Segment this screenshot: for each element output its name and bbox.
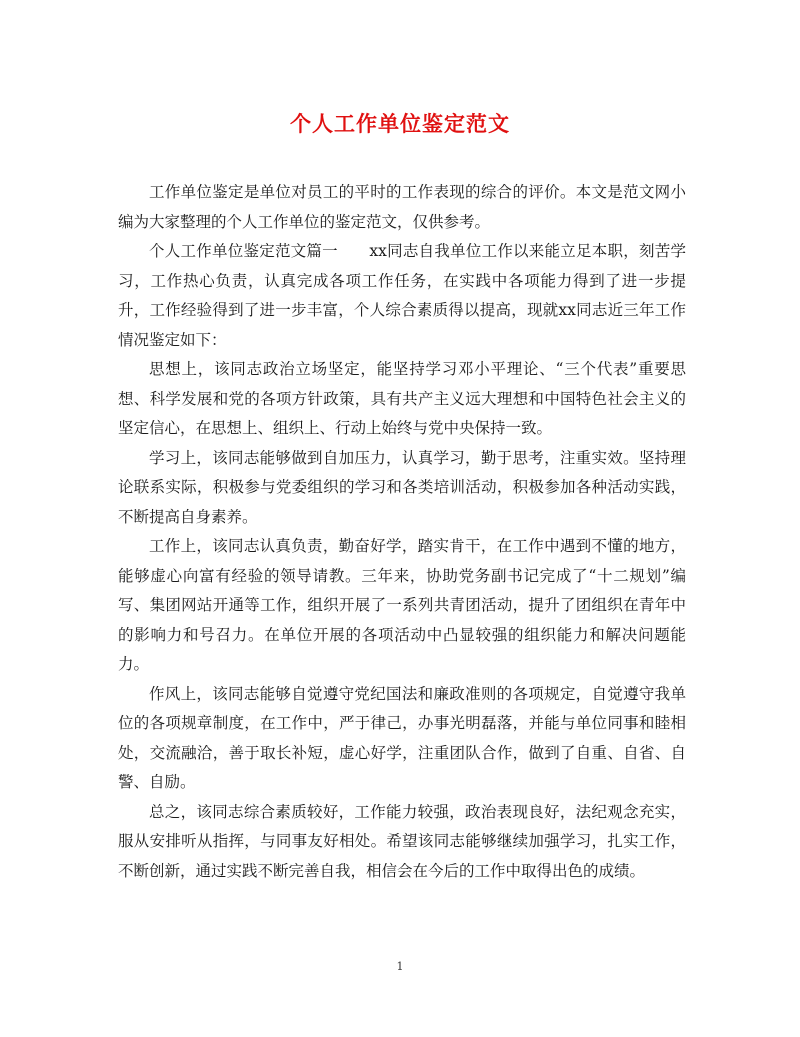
paragraph-work: 工作上，该同志认真负责，勤奋好学，踏实肯干，在工作中遇到不懂的地方，能够虚心向富有经验的领导请教。三年来，协助党务副书记完成了“十二规划”编写、集团网站开通等工作，组织开展了一系列共青团活动，提升了团组织在青年中的影响力和号召力。在单位开展的各项活动中凸显较强的组织能力和解决问题能力。 xyxy=(118,537,686,673)
paragraph-ideology: 思想上，该同志政治立场坚定，能坚持学习邓小平理论、“三个代表”重要思想、科学发展和党的各项方针政策，具有共产主义远大理想和中国特色社会主义的坚定信心，在思想上、组织上、行动上始终与党中央保持一致。 xyxy=(118,360,686,437)
paragraph-intro: 工作单位鉴定是单位对员工的平时的工作表现的综合的评价。本文是范文网小编为大家整理的个人工作单位的鉴定范文，仅供参考。 xyxy=(118,183,686,231)
paragraph-summary: 总之，该同志综合素质较好，工作能力较强，政治表现良好，法纪观念充实，服从安排听从指挥，与同事友好相处。希望该同志能够继续加强学习，扎实工作，不断创新，通过实践不断完善自我，相信会在今后的工作中取得出色的成绩。 xyxy=(118,802,686,880)
paragraph-sample-one: 个人工作单位鉴定范文篇一 xx同志自我单位工作以来能立足本职，刻苦学习，工作热心负责，认真完成各项工作任务，在实践中各项能力得到了进一步提升，工作经验得到了进一步丰富，个人综合素质得以提高，现就xx同志近三年工作情况鉴定如下： xyxy=(118,242,686,349)
paragraph-conduct: 作风上，该同志能够自觉遵守党纪国法和廉政准则的各项规定，自觉遵守我单位的各项规章制度，在工作中，严于律己，办事光明磊落，并能与单位同事和睦相处，交流融洽，善于取长补短，虚心好学，注重团队合作，做到了自重、自省、自警、自励。 xyxy=(118,684,686,791)
document-title: 个人工作单位鉴定范文 xyxy=(290,111,510,136)
page-number: 1 xyxy=(396,960,404,973)
document-body xyxy=(118,178,686,886)
paragraph-study: 学习上，该同志能够做到自加压力，认真学习，勤于思考，注重实效。坚持理论联系实际，积极参与党委组织的学习和各类培训活动，积极参加各种活动实践，不断提高自身素养。 xyxy=(118,448,686,526)
